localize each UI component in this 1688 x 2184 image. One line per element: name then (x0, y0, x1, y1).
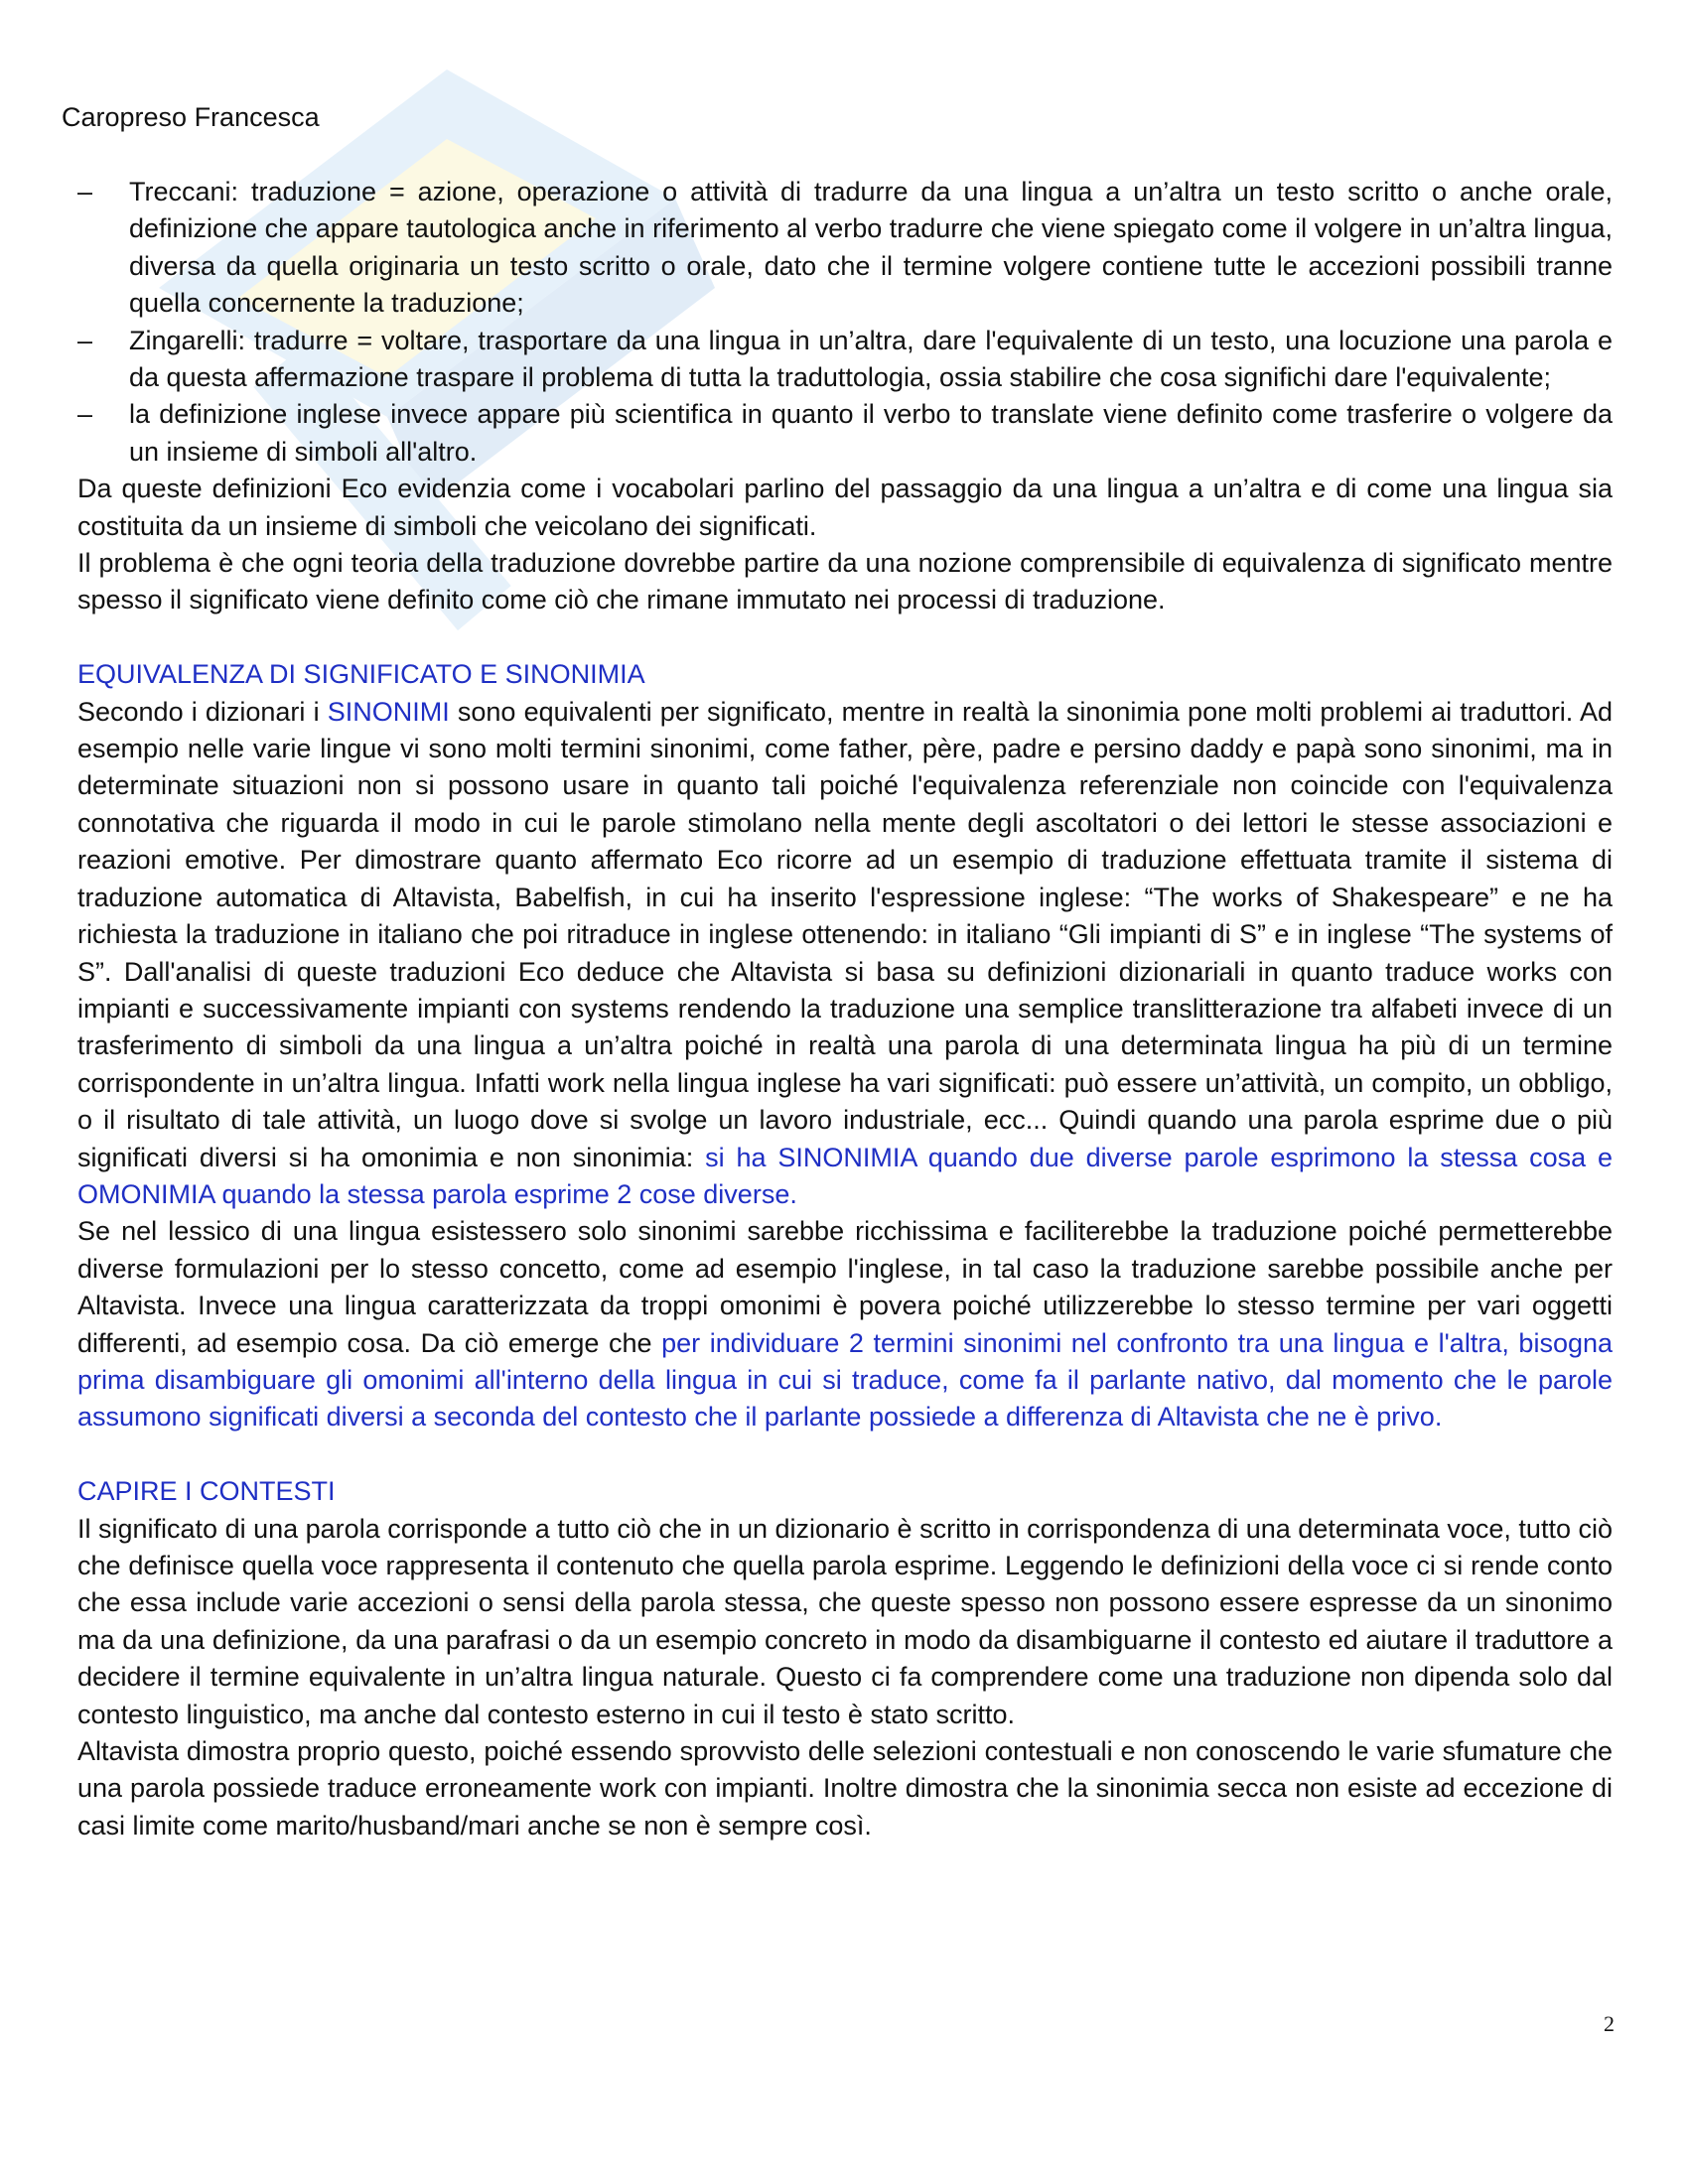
list-item-treccani (77, 174, 1613, 323)
section-heading-synonymy: EQUIVALENZA DI SIGNIFICATO E SINONIMIA (77, 659, 645, 690)
paragraph-end: . (1434, 1402, 1443, 1433)
paragraph-end: . (789, 1178, 797, 1209)
page-number: 2 (1604, 2011, 1615, 2036)
intro-paragraph: Da queste definizioni Eco evidenzia come i vocabolari parlino del passaggio da una lingua a un’altra e di come una lingua sia costituita da un insieme di simboli che veicolano dei significati. (77, 474, 1613, 541)
definition-text: Zingarelli: tradurre = voltare, trasportare da una lingua in un’altra, dare l'equivalente di un testo, una locuzione una parola e da questa affermazione traspare il problema di tutta la traduttologia, ossia stabilire che cosa significhi dare l'equivalente; (129, 325, 1613, 393)
section-spacer (77, 619, 1613, 656)
definition-text: la definizione inglese invece appare più scientifica in quanto il verbo to translate viene definito come trasferire o volgere da un insieme di simboli all'altro. (129, 399, 1613, 467)
author-name: Caropreso Francesca (62, 102, 320, 132)
term-synonyms: SINONIMI (327, 696, 450, 727)
list-item-zingarelli (77, 323, 1613, 397)
intro-paragraph: Il problema è che ogni teoria della traduzione dovrebbe partire da una nozione comprensibile di equivalenza di significato mentre spesso il significato viene definito come ciò che rimane immutato nei processi di traduzione. (77, 548, 1613, 615)
highlighted-conclusion: per individuare 2 termini sinonimi nel confronto tra una lingua e l'altra, bisogna prima disambiguare gli omonimi all'interno della lingua in cui si traduce, come fa il parlante nativo, dal momento che le parole assumono significati diversi a seconda del contesto che il parlante possiede a differenza di Altavista che ne è privo (77, 1327, 1614, 1433)
paragraph-text: Se nel lessico di una lingua esistessero solo sinonimi sarebbe ricchissima e faciliterebbe la traduzione poiché permetterebbe diverse formulazioni per lo stesso concetto, come ad esempio l'inglese, in tal caso la traduzione sarebbe possibile anche per Altavista. Invece una lingua caratterizzata da troppi omonimi è povera poiché utilizzerebbe lo stesso termine per vari oggetti differenti, ad esempio cosa. Da ciò emerge che (77, 1216, 1613, 1358)
paragraph-text: Secondo i dizionari i (77, 696, 328, 727)
paragraph-text: sono equivalenti per significato, mentre in realtà la sinonimia pone molti problemi ai traduttori. Ad esempio nelle varie lingue vi sono molti termini sinonimi, come father, père, padre e persino daddy e papà sono sinonimi, ma in determinate situazioni non si possono usare in quanto tali poiché l'equivalenza referenziale non coincide con l'equivalenza connotativa che riguarda il modo in cui le parole stimolano nella mente degli ascoltatori o dei lettori le stesse associazioni e reazioni emotive. Per dimostrare quanto affermato Eco ricorre ad un esempio di traduzione effettuata tramite il sistema di traduzione automatica di Altavista, Babelfish, in cui ha inserito l'espressione inglese: “The works of Shakespeare” e ne ha richiesta la traduzione in italiano che poi ritraduce in inglese ottenendo: in italiano “Gli impianti di S” e in inglese “The systems of S”. Dall'analisi di queste traduzioni Eco deduce che Altavista si basa su definizioni dizionariali in quanto traduce works con impianti e successivamente impianti con systems rendendo la traduzione una semplice translitterazione tra alfabeti invece di un trasferimento di simboli da una lingua a un’altra poiché in realtà una parola di una determinata lingua ha più di un termine corrispondente in un’altra lingua. Infatti work nella lingua inglese ha vari significati: può essere un’attività, un compito, un obbligo, o il risultato di tale attività, un luogo dove si svolge un lavoro industriale, ecc... Quindi quando una parola esprime due o più significati diversi si ha omonimia e non sinonimia: (77, 696, 1613, 1172)
definitions-list (77, 174, 1613, 471)
dash-bullet: – (77, 325, 93, 355)
highlighted-definition: si ha SINONIMIA quando due diverse parole esprimono la stessa cosa e OMONIMIA quando la stessa parola esprime 2 cose diverse (77, 1142, 1613, 1209)
section-spacer (77, 1436, 1613, 1473)
dash-bullet: – (77, 399, 93, 430)
document-body (77, 174, 1613, 1844)
list-item-english-definition (77, 396, 1613, 471)
definition-text: Treccani: traduzione = azione, operazione o attività di tradurre da una lingua a un’altra un testo scritto o anche orale, definizione che appare tautologica anche in riferimento al verbo tradurre che viene spiegato come il volgere in un’altra lingua, diversa da quella originaria un testo scritto o orale, dato che il termine volgere contiene tutte le accezioni possibili tranne quella concernente la traduzione; (129, 177, 1613, 319)
body-paragraph (77, 694, 1613, 1214)
body-paragraph (77, 1213, 1613, 1435)
dash-bullet: – (77, 177, 93, 206)
body-paragraph: Altavista dimostra proprio questo, poiché essendo sprovvisto delle selezioni contestuali e non conoscendo le varie sfumature che una parola possiede traduce erroneamente work con impianti. Inoltre dimostra che la sinonimia secca non esiste ad eccezione di casi limite come marito/husband/mari anche se non è sempre così. (77, 1736, 1613, 1841)
section-heading-contexts: CAPIRE I CONTESTI (77, 1476, 336, 1507)
body-paragraph: Il significato di una parola corrisponde a tutto ciò che in un dizionario è scritto in corrispondenza di una determinata voce, tutto ciò che definisce quella voce rappresenta il contenuto che quella parola esprime. Leggendo le definizioni della voce ci si rende conto che essa include varie accezioni o sensi della parola stessa, che queste spesso non possono essere espresse da un sinonimo ma da una definizione, da una parafrasi o da un esempio concreto in modo da disambiguarne il contesto ed aiutare il traduttore a decidere il termine equivalente in un’altra lingua naturale. Questo ci fa comprendere come una traduzione non dipenda solo dal contesto linguistico, ma anche dal contesto esterno in cui il testo è stato scritto. (77, 1513, 1613, 1729)
